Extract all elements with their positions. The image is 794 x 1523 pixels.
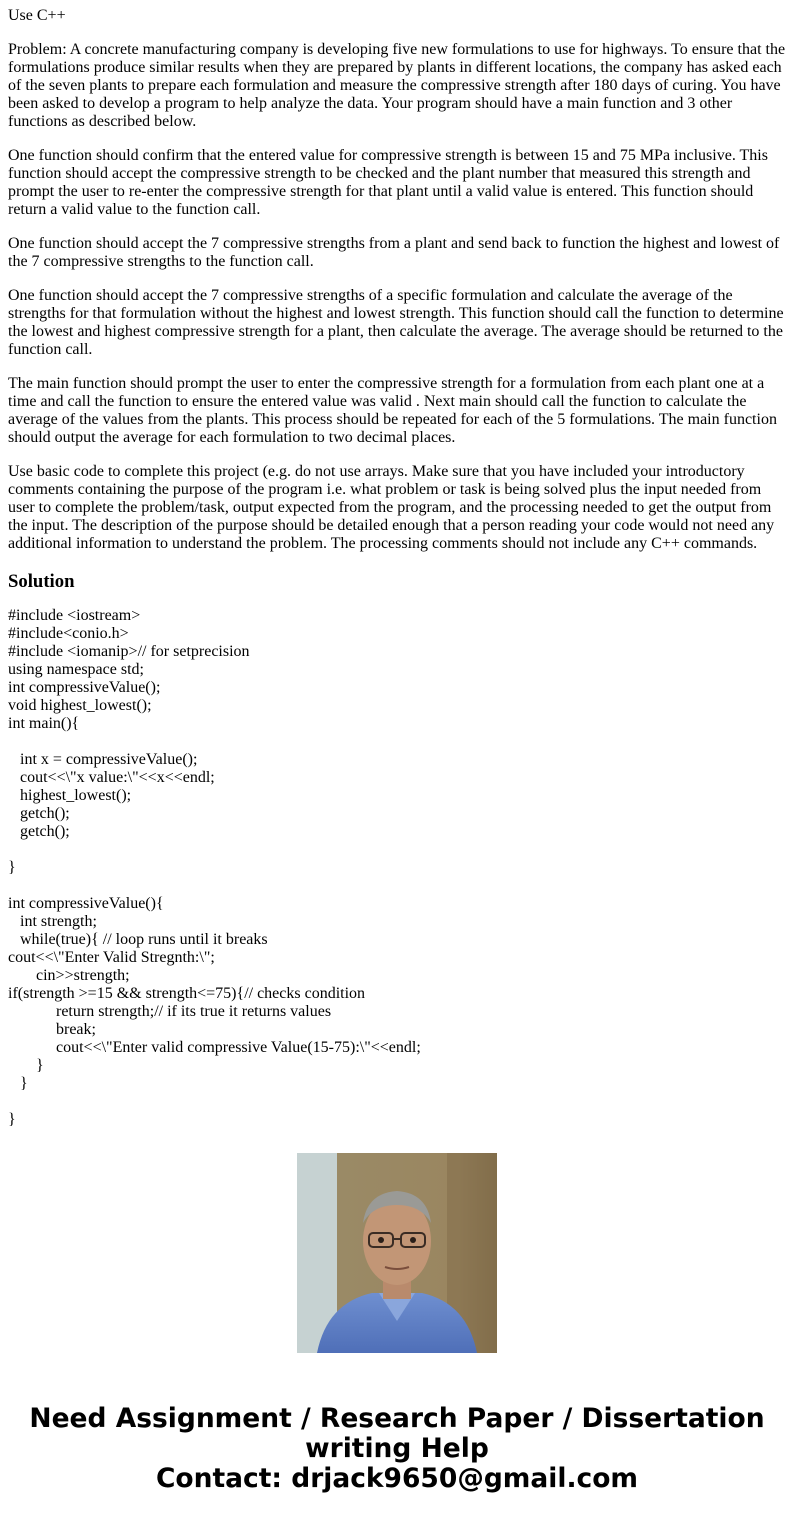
code-line [8,1093,786,1111]
code-line: cout<<\"x value:\"<<x<<endl; [8,769,215,786]
code-line: return strength;// if its true it returns values [8,1003,332,1020]
question-paragraph: The main function should prompt the user to enter the compressive strength for a formulation from each plant one at a time and call the function to ensure the entered value was valid . Next main should call the function to calculate the average of the values from the plants. This process should be repeated for each of the 5 formulations. The main function should output the average for each formulation to two decimal places. [8,375,777,446]
code-line: } [8,1057,44,1074]
code-line: break; [8,1021,96,1038]
code-line: } [8,1111,16,1128]
code-line: getch(); [8,805,70,822]
banner-line-3: Contact: drjack9650@gmail.com [155,1463,639,1494]
code-line: int compressiveValue(){ [8,895,164,912]
solution-heading: Solution [8,571,75,592]
question-paragraph: One function should confirm that the entered value for compressive strength is between 15 and 75 MPa inclusive. This function should accept the compressive strength to be checked and the plant number that measured this strength and prompt the user to re-enter the compressive strength for that plant until a valid value is entered. This function should return a valid value to the function call. [8,147,768,218]
code-line: int main(){ [8,715,80,732]
code-line [8,733,786,751]
code-line: while(true){ // loop runs until it breaks [8,931,268,948]
code-line: if(strength >=15 && strength<=75){// checks condition [8,985,366,1002]
question-paragraph: One function should accept the 7 compressive strengths of a specific formulation and calculate the average of the strengths for that formulation without the highest and lowest strength. This function should call the function to determine the lowest and highest compressive strength for a plant, then calculate the average. The average should be returned to the function call. [8,287,784,358]
code-line: int strength; [8,913,97,930]
language-instruction: Use C++ [8,7,66,24]
code-line: } [8,1075,28,1092]
code-line [8,841,786,859]
document-body [8,7,786,1128]
code-line: using namespace std; [8,661,144,678]
banner-line-2: writing Help [305,1433,489,1464]
code-line: #include <iostream> [8,607,141,624]
code-line: void highest_lowest(); [8,697,152,714]
code-line: #include <iomanip>// for setprecision [8,643,250,660]
code-line: } [8,859,16,876]
solution-code-block [8,607,786,1128]
code-line: cout<<\"Enter valid compressive Value(15-75):\"<<endl; [8,1039,421,1056]
question-paragraph: One function should accept the 7 compressive strengths from a plant and send back to function the highest and lowest of the 7 compressive strengths to the function call. [8,235,780,270]
question-paragraph: Problem: A concrete manufacturing company is developing five new formulations to use for highways. To ensure that the formulations produce similar results when they are prepared by plants in different locations, the company has asked each of the seven plants to prepare each formulation and measure the compressive strength after 180 days of curing. You have been asked to develop a program to help analyze the data. Your program should have a main function and 3 other functions as described below. [8,41,786,130]
code-line: cout<<\"Enter Valid Stregnth:\"; [8,949,215,966]
code-line [8,877,786,895]
code-line: #include<conio.h> [8,625,129,642]
author-avatar [297,1153,497,1353]
code-line: getch(); [8,823,70,840]
code-line: int compressiveValue(); [8,679,161,696]
code-line: cin>>strength; [8,967,130,984]
code-line: int x = compressiveValue(); [8,751,198,768]
question-section [8,7,786,553]
code-line: highest_lowest(); [8,787,132,804]
contact-banner [0,1404,794,1494]
author-photo [297,1153,497,1353]
question-paragraph: Use basic code to complete this project (e.g. do not use arrays. Make sure that you have included your introductory comments containing the purpose of the program i.e. what problem or task is being solved plus the input needed from user to complete the problem/task, output expected from the program, and the processing needed to get the output from the input. The description of the purpose should be detailed enough that a person reading your code would not need any additional information to understand the problem. The processing comments should not include any C++ commands. [8,463,775,552]
banner-line-1: Need Assignment / Research Paper / Dissertation [29,1403,765,1434]
